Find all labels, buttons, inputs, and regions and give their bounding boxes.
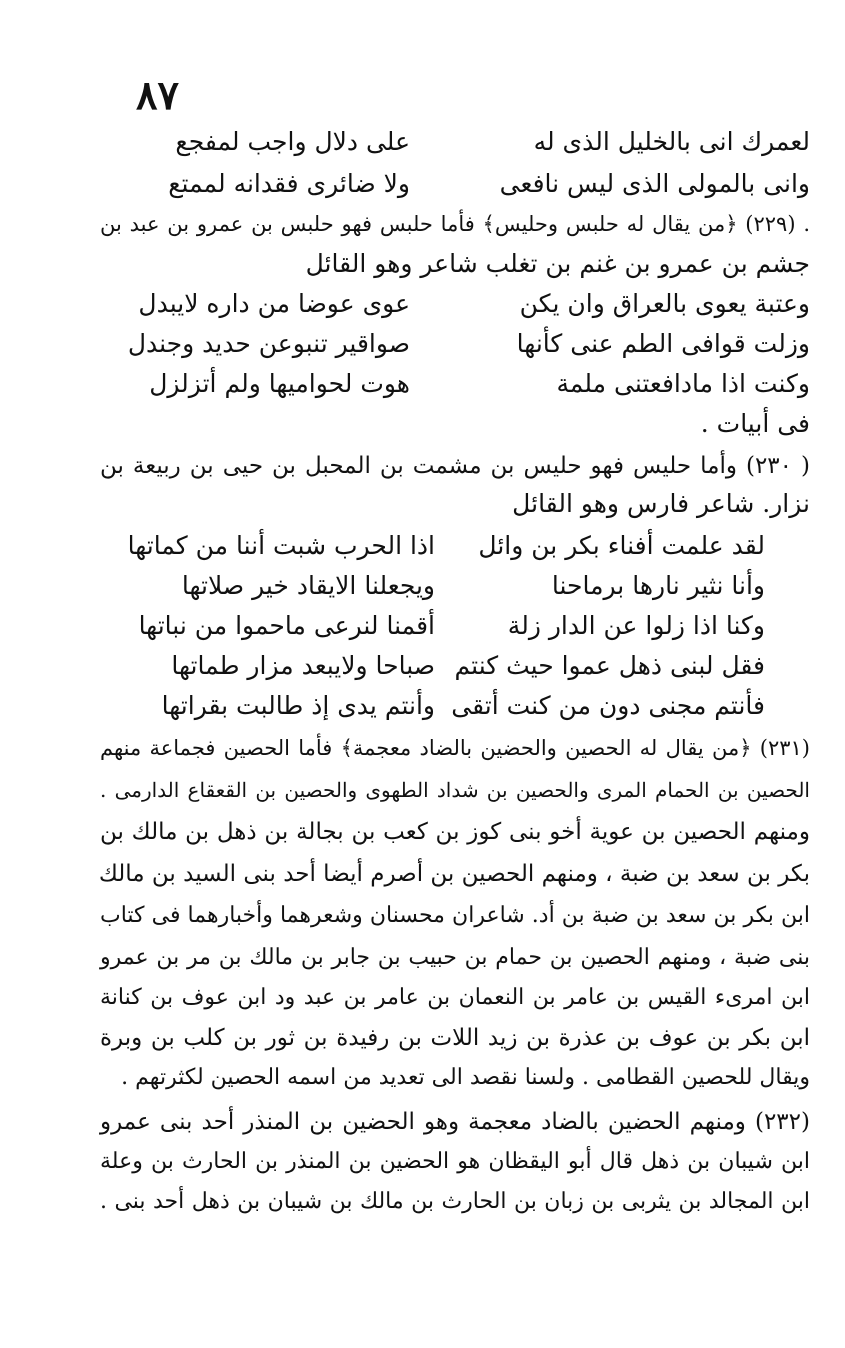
prose-line: بنى ضبة ، ومنهم الحصين بن حمام بن حبيب بن جابر بن مالك بن مر بن عمرو [100,945,810,970]
verse-first-hemistich: وأنا نثير نارها برماحنا [551,571,765,600]
prose-line: نزار. شاعر فارس وهو القائل [512,489,810,518]
prose-line: ومنهم الحصين بن عوية أخو بنى كوز بن كعب بن بجالة بن ذهل بن مالك بن [100,819,810,845]
prose-line: (٢٣٢) ومنهم الحضين بالضاد معجمة وهو الحضين بن المنذر أحد بنى عمرو [100,1109,810,1135]
prose-line: ويقال للحصين القطامى . ولسنا نقصد الى تعديد من اسمه الحصين لكثرتهم . [121,1065,810,1090]
verse-first-hemistich: فأنتم مجنى دون من كنت أتقى [451,691,765,720]
verse-second-hemistich: صواقير تنبوعن حديد وجندل [127,329,410,358]
verse-first-hemistich: وانى بالمولى الذى ليس نافعى [499,169,810,198]
verse-second-hemistich: عوى عوضا من داره لايبدل [138,289,410,318]
verse-second-hemistich: وأنتم يدى إذ طالبت بقراتها [161,691,435,720]
prose-line: جشم بن عمرو بن غنم بن تغلب شاعر وهو القائل [305,249,810,278]
verse-second-hemistich: على دلال واجب لمفجع [175,127,410,156]
verse-first-hemistich: لقد علمت أفناء بكر بن وائل [478,531,765,560]
verse-second-hemistich: ولا ضائرى فقدانه لممتع [168,169,410,198]
prose-line: ابن بكر بن سعد بن ضبة بن أد. شاعران محسنان وشعرهما وأخبارهما فى كتاب [100,903,810,928]
page-number: ٨٧ [136,72,179,119]
prose-line: بكر بن سعد بن ضبة ، ومنهم الحصين بن أصرم أيضا أحد بنى السيد بن مالك [98,861,810,887]
verse-second-hemistich: اذا الحرب شبت أننا من كماتها [127,531,435,560]
prose-line: ( ٢٣٠) وأما حليس فهو حليس بن مشمت بن المحبل بن حيى بن ربيعة بن [100,453,810,479]
verse-first-hemistich: وزلت قوافى الطم عنى كأنها [516,329,810,358]
prose-line: (٢٣١) ﴿من يقال له الحصين والحضين بالضاد معجمة﴾ فأما الحصين فجماعة منهم [100,736,810,760]
verse-second-hemistich: هوت لحواميها ولم أتزلزل [149,369,410,398]
prose-line: ابن بكر بن عوف بن عذرة بن زيد اللات بن رفيدة بن ثور بن كلب بن وبرة [100,1025,810,1051]
verse-first-hemistich: فقل لبنى ذهل عموا حيث كنتم [454,651,765,680]
verse-first-hemistich: وعتبة يعوى بالعراق وان يكن [519,289,810,318]
prose-line: الحصين بن الحمام المرى والحصين بن شداد الطهوى والحصين بن القعقاع الدارمى . [100,778,810,802]
verse-second-hemistich: ويجعلنا الايقاد خير صلاتها [181,571,435,600]
prose-line: ابن المجالد بن يثربى بن زبان بن الحارث بن مالك بن شيبان بن ذهل أحد بنى . [100,1189,810,1214]
prose-line: . (٢٢٩) ﴿من يقال له حلبس وحليس﴾ فأما حلبس فهو حلبس بن عمرو بن عبد بن [100,212,810,236]
verse-first-hemistich: وكنت اذا مادافعتنى ملمة [556,369,810,398]
prose-line: ابن امرىء القيس بن عامر بن النعمان بن عامر بن عبد ود ابن عوف بن كنانة [100,985,810,1010]
verse-second-hemistich: أقمنا لنرعى ماحموا من نباتها [138,611,435,640]
verse-second-hemistich: صباحا ولايبعد مزار طماتها [171,651,435,680]
prose-line: فى أبيات . [700,409,810,438]
prose-line: ابن شيبان بن ذهل قال أبو اليقظان هو الحضين بن المنذر بن الحارث بن وعلة [100,1149,810,1174]
verse-first-hemistich: لعمرك انى بالخليل الذى له [533,127,810,156]
verse-first-hemistich: وكنا اذا زلوا عن الدار زلة [507,611,765,640]
